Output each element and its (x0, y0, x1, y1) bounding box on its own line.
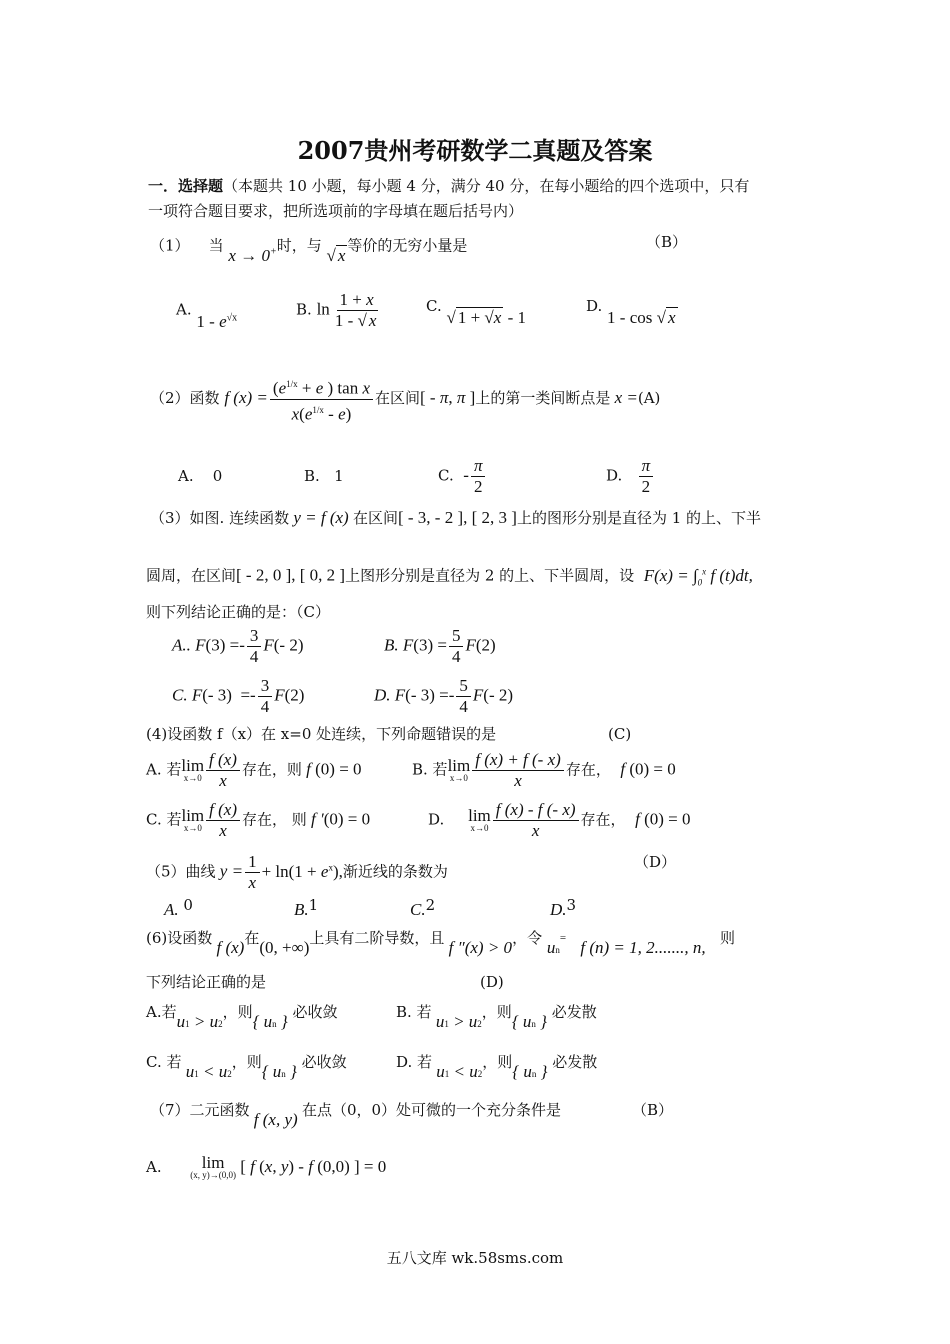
q6-answer: (D) (480, 973, 504, 991)
q1-option-d: D. 1 - cos √ x (586, 297, 676, 327)
q2-option-c: C. - $\frac{\pi}{2}$ (438, 456, 487, 497)
q3-option-b: B. F(3) = $\frac{5}{4}$ F(2) (384, 626, 496, 666)
section-heading (148, 176, 749, 196)
q1-option-b: B. ln $\frac{1 + x}{1 - √ x}$ (296, 290, 377, 330)
page-title: 2007贵州考研数学二真题及答案 (297, 136, 653, 165)
q5-stem: （5）曲线 y = $\frac{1}{x}$ + $\ln(1 + e^x)$,渐近线的条数为 (146, 852, 448, 892)
q3-option-d: D. F(- 3) =- $\frac{5}{4}$ F(- 2) (374, 676, 514, 716)
q2-stem: （2）函数 f (x) = $\frac{(e^{1/x} + e ) \tan x}{x(e^{1/x} - e)}$ 在区间[ - π, π ]上的第一类间断点是 x =(A) (150, 374, 660, 424)
q4-stem: (4)设函数 f（x）在 x=0 处连续，下列命题错误的是 (146, 725, 497, 743)
q5-option-b: B.1 (294, 896, 319, 919)
q7-option-a: A. lim (x, y)→(0,0) [ f (x, y) - f (0,0) ] = 0 (146, 1153, 387, 1180)
q5-option-d: D.3 (550, 896, 577, 919)
section-note: （本题共 10 小题，每小题 4 分，满分 40 分，在每小题给的四个选项中，只有 (223, 177, 750, 195)
q1-option-c: C. √ 1 + √x - 1 (426, 297, 526, 327)
section-label: 一．选择题 (148, 177, 224, 195)
q6-option-c: C. 若 u1 < u2，则{ un } 必收敛 (146, 1053, 347, 1081)
q6-stem: (6)设函数 f (x)在(0, +∞)上具有二阶导数，且 f ″(x) > 0，令 un= f (n) = 1, 2......., n, 则 (146, 929, 735, 957)
footer-source: 五八文库 wk.58sms.com (386, 1249, 564, 1267)
q6-option-a: A.若u1 > u2，则{ un } 必收敛 (146, 1003, 338, 1031)
q6-option-b: B. 若 u1 > u2，则{ un } 必发散 (396, 1003, 597, 1031)
q3-line-3: 则下列结论正确的是：（C） (146, 603, 330, 621)
q3-line-1: （3）如图. 连续函数 y = f (x) 在区间[ - 3, - 2 ], [ 2, 3 ]上的图形分别是直径为 1 的上、下半 (150, 508, 762, 527)
q4-answer: (C) (608, 725, 632, 743)
q7-stem: （7）二元函数 f (x, y) 在点（0，0）处可微的一个充分条件是 (150, 1101, 562, 1129)
q4-option-c: C. 若 lim x→0 $\frac{f (x)}{x}$ 存在， 则 f ′(0) = 0 (146, 800, 371, 840)
q3-option-a: A.. F(3) =- $\frac{3}{4}$ F(- 2) (172, 626, 304, 666)
q5-answer: （D） (634, 853, 677, 871)
q2-option-b: B. 1 (304, 467, 344, 485)
q1-stem: （1） 当 x → 0+时，与 √ x 等价的无穷小量是 (150, 236, 468, 265)
q3-line-2: 圆周，在区间[ - 2, 0 ], [ 0, 2 ]上图形分别是直径为 2 的上、下半圆周，设 $F(x) = \int_0^x$ f (t)dt, (146, 565, 753, 588)
q6-line-2: 下列结论正确的是 (146, 973, 267, 991)
q4-option-a: A. 若 lim x→0 $\frac{f (x)}{x}$ 存在，则 f (0) = 0 (146, 750, 362, 790)
q6-option-d: D. 若 u1 < u2，则{ un } 必发散 (396, 1053, 598, 1081)
section-note-2: 一项符合题目要求，把所选项前的字母填在题后括号内） (148, 202, 524, 220)
q2-option-d: D. $\frac{\pi}{2}$ (606, 456, 655, 497)
q7-answer: （B） (632, 1101, 674, 1119)
q5-option-c: C.2 (410, 896, 436, 919)
q5-option-a: A. 0 (164, 896, 193, 919)
q4-option-b: B. 若 lim x→0 $\frac{f (x) + f (- x)}{x}$ 存在， f (0) = 0 (412, 750, 676, 790)
q3-option-c: C. F(- 3) =- $\frac{3}{4}$ F(2) (172, 676, 305, 716)
q1-answer: （B） (646, 233, 688, 251)
q4-option-d: D. lim x→0 $\frac{f (x) - f (- x)}{x}$ 存在， f (0) = 0 (428, 800, 691, 840)
q1-option-a: A. $1 - e^{√x}$ (176, 300, 238, 331)
q2-option-a: A. 0 (178, 467, 223, 485)
